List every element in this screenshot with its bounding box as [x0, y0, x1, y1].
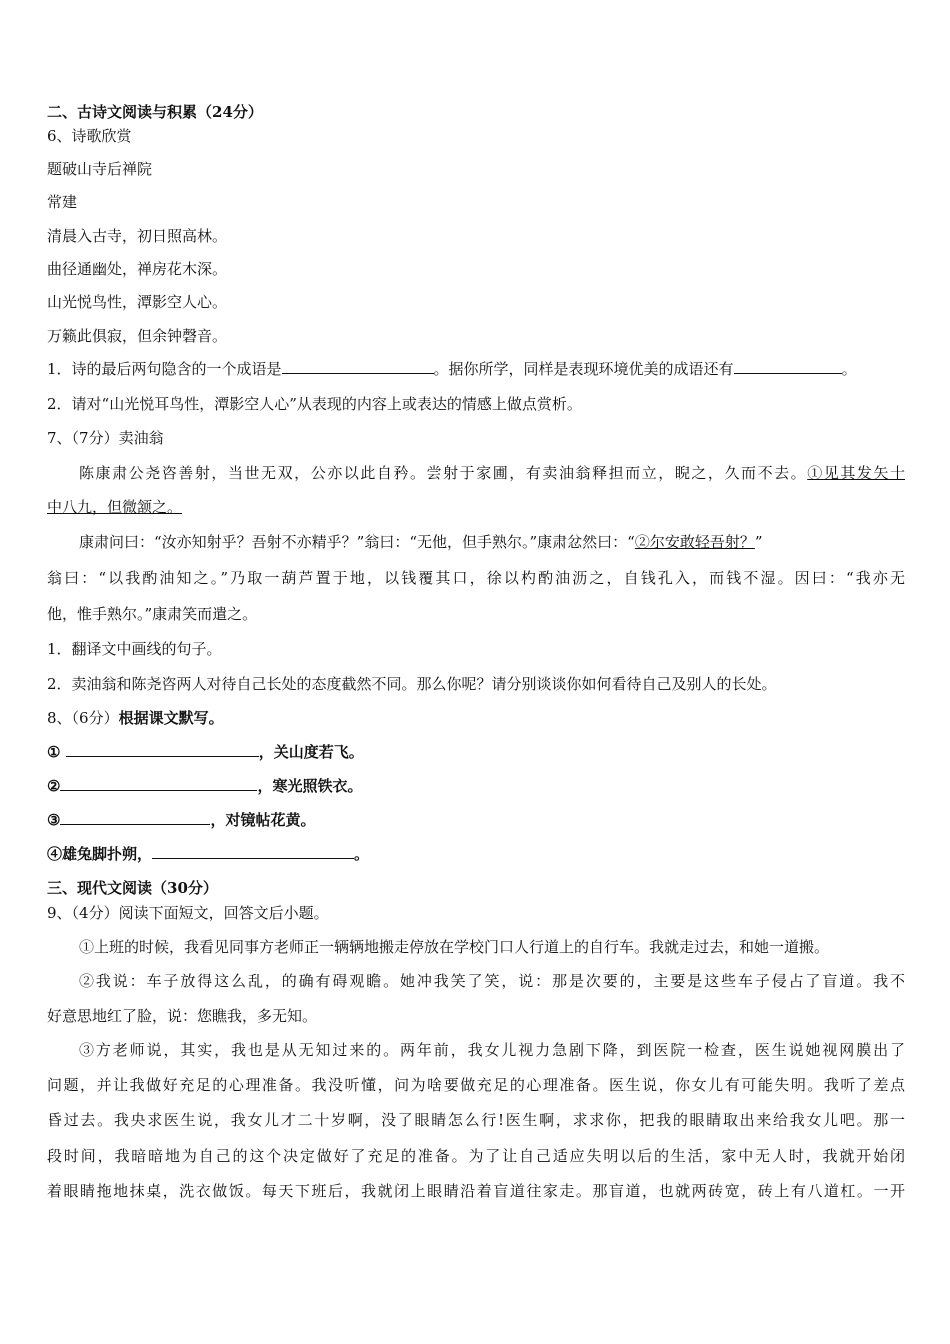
poem-title: 题破山寺后禅院 [47, 160, 153, 178]
passage-paragraph-3-line-3: 昏过去。我央求医生说，我女儿才二十岁啊，没了眼睛怎么行!医生啊，求求你，把我的眼睛取出来给我女儿吧。那一 [47, 1111, 905, 1129]
q7-passage-line-3 [79, 532, 763, 552]
answer-blank-q8-1[interactable] [66, 742, 259, 757]
section-3-heading: 三、现代文阅读（30分） [47, 879, 218, 897]
question-9-label: 9、（4分）阅读下面短文，回答文后小题。 [47, 904, 329, 922]
q8-item-1 [47, 742, 364, 762]
q8-item-3 [47, 810, 315, 830]
q7-underlined-sentence-1b: 中八九，但微颔之。 [47, 498, 183, 516]
question-7-label: 7、（7分）卖油翁 [47, 429, 164, 447]
q7-underlined-sentence-2: ②尔安敢轻吾射？ [634, 533, 755, 551]
question-6-1 [47, 359, 857, 379]
q8-4-text: ④雄兔脚扑朔， [47, 845, 153, 863]
q6-1-text-c: 。 [841, 360, 857, 378]
q8-4-end: 。 [354, 845, 370, 863]
passage-paragraph-2-line-2: 好意思地红了脸，说：您瞧我，多无知。 [47, 1007, 318, 1025]
q7-close-quote: ” [754, 533, 763, 551]
poem-line-4: 万籁此俱寂，但余钟磬音。 [47, 327, 228, 345]
q8-1-text: ，关山度若飞。 [258, 743, 364, 761]
passage-paragraph-2-line-1: ②我说：车子放得这么乱，的确有碍观瞻。她冲我笑了笑，说：那是次要的，主要是这些车子侵占了盲道。我不 [79, 972, 905, 990]
q7-passage-text-2: 康肃问曰：“汝亦知射乎？吾射不亦精乎？”翁曰：“无他，但手熟尔。”康肃忿然曰：“ [79, 533, 635, 551]
q8-1-number: ① [47, 743, 61, 761]
poem-line-3: 山光悦鸟性，潭影空人心。 [47, 293, 228, 311]
answer-blank-q8-2[interactable] [60, 776, 257, 791]
q7-passage-line-1 [79, 463, 905, 483]
question-6-2: 2．请对“山光悦耳鸟性，潭影空人心”从表现的内容上或表达的情感上做点赏析。 [47, 395, 582, 413]
passage-paragraph-1: ①上班的时候，我看见同事方老师正一辆辆地搬走停放在学校门口人行道上的自行车。我就走过去，和她一道搬。 [79, 938, 830, 956]
poem-line-1: 清晨入古寺，初日照高林。 [47, 227, 228, 245]
q8-2-text: ，寒光照铁衣。 [257, 777, 363, 795]
q7-underlined-sentence-1a: ①见其发矢十 [807, 464, 905, 482]
q6-1-text-b: 。据你所学，同样是表现环境优美的成语还有 [433, 360, 734, 378]
question-8-label [47, 708, 224, 728]
q8-item-4 [47, 844, 369, 864]
question-7-2: 2．卖油翁和陈尧咨两人对待自己长处的态度截然不同。那么你呢？请分别谈谈你如何看待自己及别人的长处。 [47, 675, 777, 693]
question-7-1: 1．翻译文中画线的句子。 [47, 640, 222, 658]
q7-passage-line-4: 翁曰：“以我酌油知之。”乃取一葫芦置于地，以钱覆其口，徐以杓酌油沥之，自钱孔入，而钱不湿。因曰：“我亦无 [47, 569, 905, 587]
q8-2-number: ② [47, 777, 61, 795]
question-6-label: 6、诗歌欣赏 [47, 127, 132, 145]
q8-instruction: 根据课文默写。 [118, 709, 224, 727]
poem-line-2: 曲径通幽处，禅房花木深。 [47, 260, 228, 278]
q6-1-text-a: 1．诗的最后两句隐含的一个成语是 [47, 360, 282, 378]
answer-blank-q8-3[interactable] [60, 810, 210, 825]
answer-blank-q8-4[interactable] [152, 844, 354, 859]
section-2-heading: 二、古诗文阅读与积累（24分） [47, 103, 263, 121]
q8-3-number: ③ [47, 811, 61, 829]
passage-paragraph-3-line-5: 着眼睛拖地抹桌，洗衣做饭。每天下班后，我就闭上眼睛沿着盲道往家走。那盲道，也就两砖宽，砖上有八道杠。一开 [47, 1182, 905, 1200]
answer-blank-idiom-2[interactable] [734, 359, 842, 374]
q8-score: 8、（6分） [47, 709, 119, 727]
q7-passage-line-5: 他，惟手熟尔。”康肃笑而遣之。 [47, 605, 258, 623]
passage-paragraph-3-line-4: 段时间，我暗暗地为自己的这个决定做好了充足的准备。为了让自己适应失明以后的生活，家中无人时，我就开始闭 [47, 1147, 905, 1165]
q7-passage-text: 陈康肃公尧咨善射，当世无双，公亦以此自矜。尝射于家圃，有卖油翁释担而立，睨之，久而不去。 [79, 464, 808, 482]
answer-blank-idiom-1[interactable] [282, 359, 434, 374]
passage-paragraph-3-line-1: ③方老师说，其实，我也是从无知过来的。两年前，我女儿视力急剧下降，到医院一检查，医生说她视网膜出了 [79, 1041, 905, 1059]
poem-author: 常建 [47, 193, 78, 211]
passage-paragraph-3-line-2: 问题，并让我做好充足的心理准备。我没听懂，问为啥要做充足的心理准备。医生说，你女儿有可能失明。我听了差点 [47, 1076, 905, 1094]
q8-item-2 [47, 776, 362, 796]
q8-3-text: ，对镜帖花黄。 [210, 811, 316, 829]
